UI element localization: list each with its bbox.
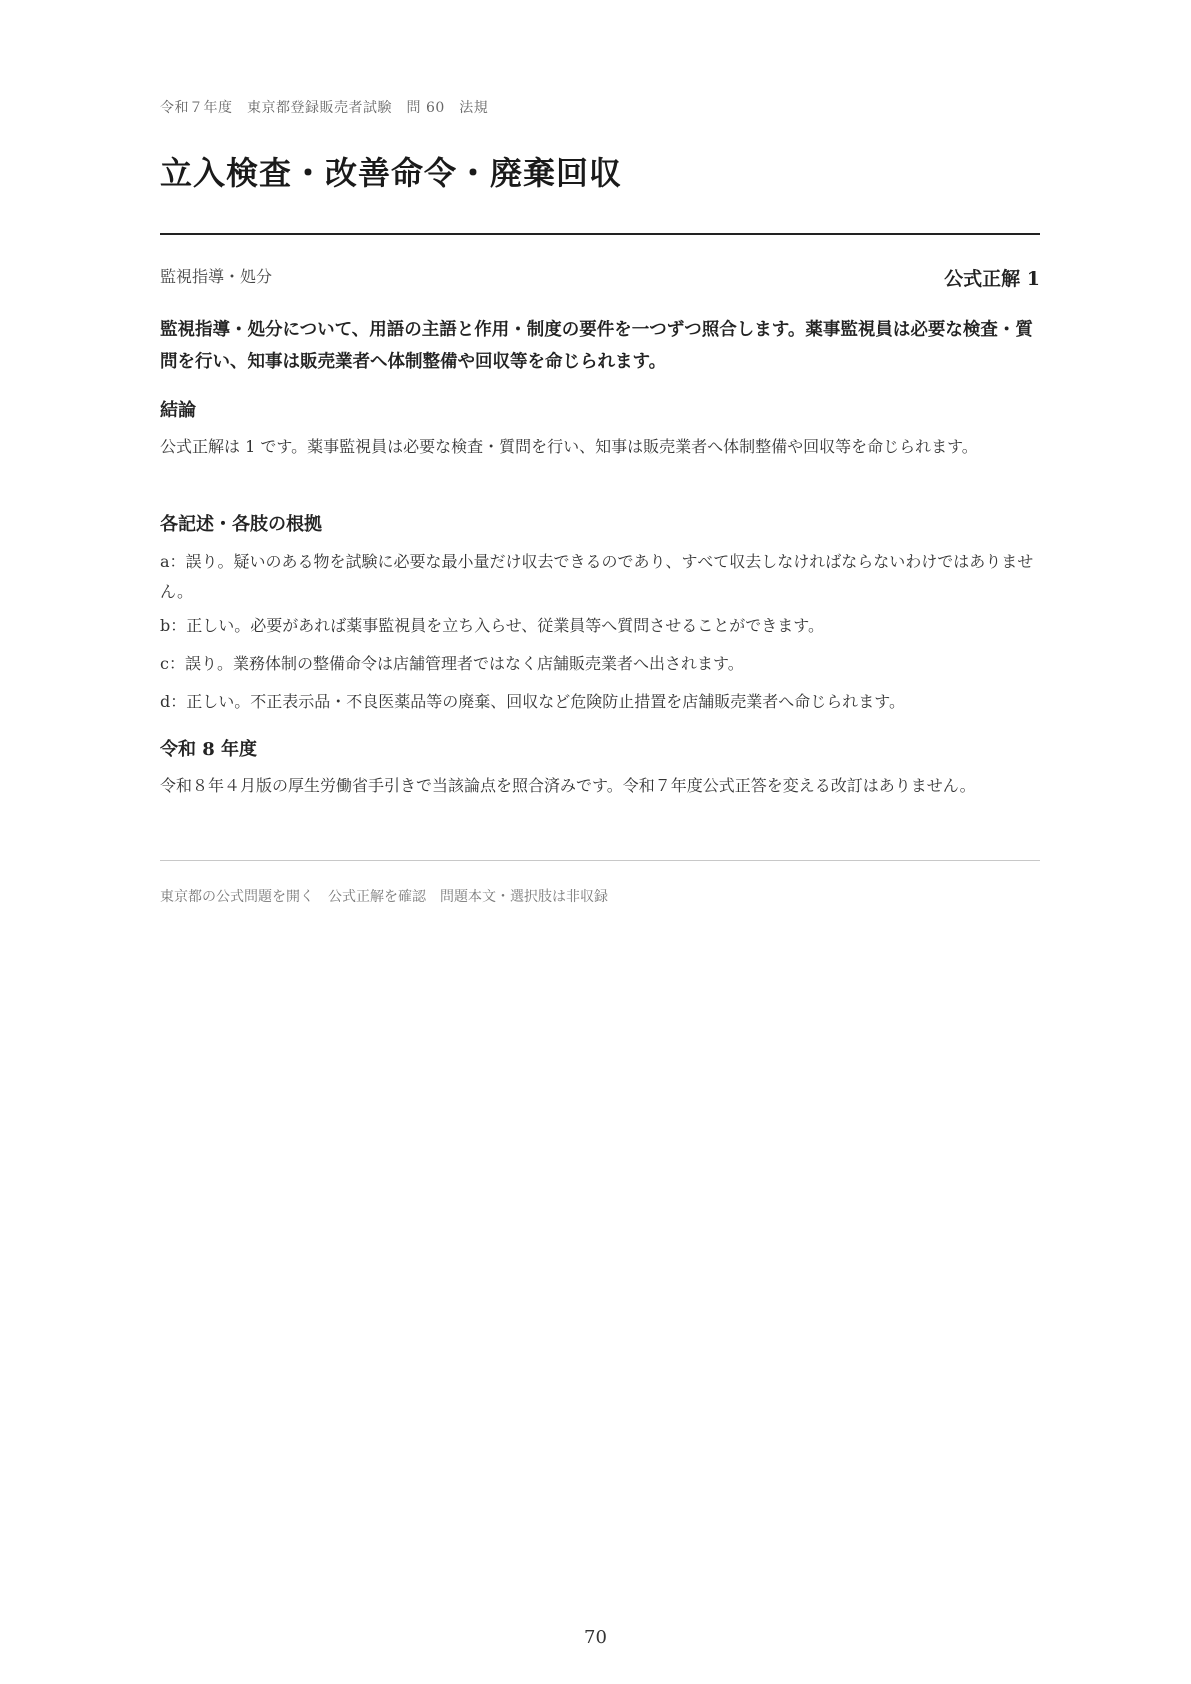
footer-note: 問題本文・選択肢は非収録 — [440, 889, 608, 905]
conclusion-text: 公式正解は 1 です。薬事監視員は必要な検査・質問を行い、知事は販売業者へ体制整備や回収等を命じられます。 — [160, 437, 978, 456]
category-label: 監視指導・処分 — [160, 267, 273, 286]
lead-summary: 監視指導・処分について、用語の主語と作用・制度の要件を一つずつ照合します。薬事監視員は必要な検査・質問を行い、知事は販売業者へ体制整備や回収等を命じられます。 — [160, 320, 1033, 372]
footer-links — [160, 886, 622, 906]
open-official-problem-link[interactable]: 東京都の公式問題を開く — [160, 889, 314, 905]
footer-divider — [160, 860, 1040, 861]
page-title: 立入検査・改善命令・廃棄回収 — [160, 154, 623, 192]
rationale-item-label: c： — [160, 654, 185, 673]
rationale-item-text: 正しい。必要があれば薬事監視員を立ち入らせ、従業員等へ質問させることができます。 — [186, 616, 825, 635]
rationale-item-text: 正しい。不正表示品・不良医薬品等の廃棄、回収など危険防止措置を店舗販売業者へ命じられます。 — [186, 692, 905, 711]
rationale-item-label: d： — [160, 692, 187, 711]
conclusion-heading: 結論 — [160, 400, 196, 421]
revision-text: 令和８年４月版の厚生労働省手引きで当該論点を照合済みです。令和７年度公式正答を変える改訂はありません。 — [160, 776, 976, 795]
running-head: 令和７年度 東京都登録販売者試験 問 60 法規 — [160, 100, 489, 116]
rationale-item-label: b： — [160, 616, 187, 635]
rationale-item-text: 誤り。業務体制の整備命令は店舗管理者ではなく店舗販売業者へ出されます。 — [184, 654, 744, 673]
rationale-item-c — [160, 649, 1040, 679]
rationale-item-d — [160, 687, 1040, 717]
revision-heading: 令和 8 年度 — [160, 739, 258, 760]
official-answer: 公式正解 1 — [944, 268, 1040, 290]
rationale-item-label: a： — [160, 552, 186, 571]
title-divider — [160, 233, 1040, 235]
page-number: 70 — [584, 1627, 607, 1648]
rationale-item-b — [160, 611, 1040, 641]
rationale-item-a — [160, 547, 1040, 607]
check-official-answer-link[interactable]: 公式正解を確認 — [328, 889, 426, 905]
rationale-item-text: 誤り。疑いのある物を試験に必要な最小量だけ収去できるのであり、すべて収去しなければならないわけではありません。 — [160, 552, 1034, 601]
rationale-heading: 各記述・各肢の根拠 — [160, 514, 322, 535]
